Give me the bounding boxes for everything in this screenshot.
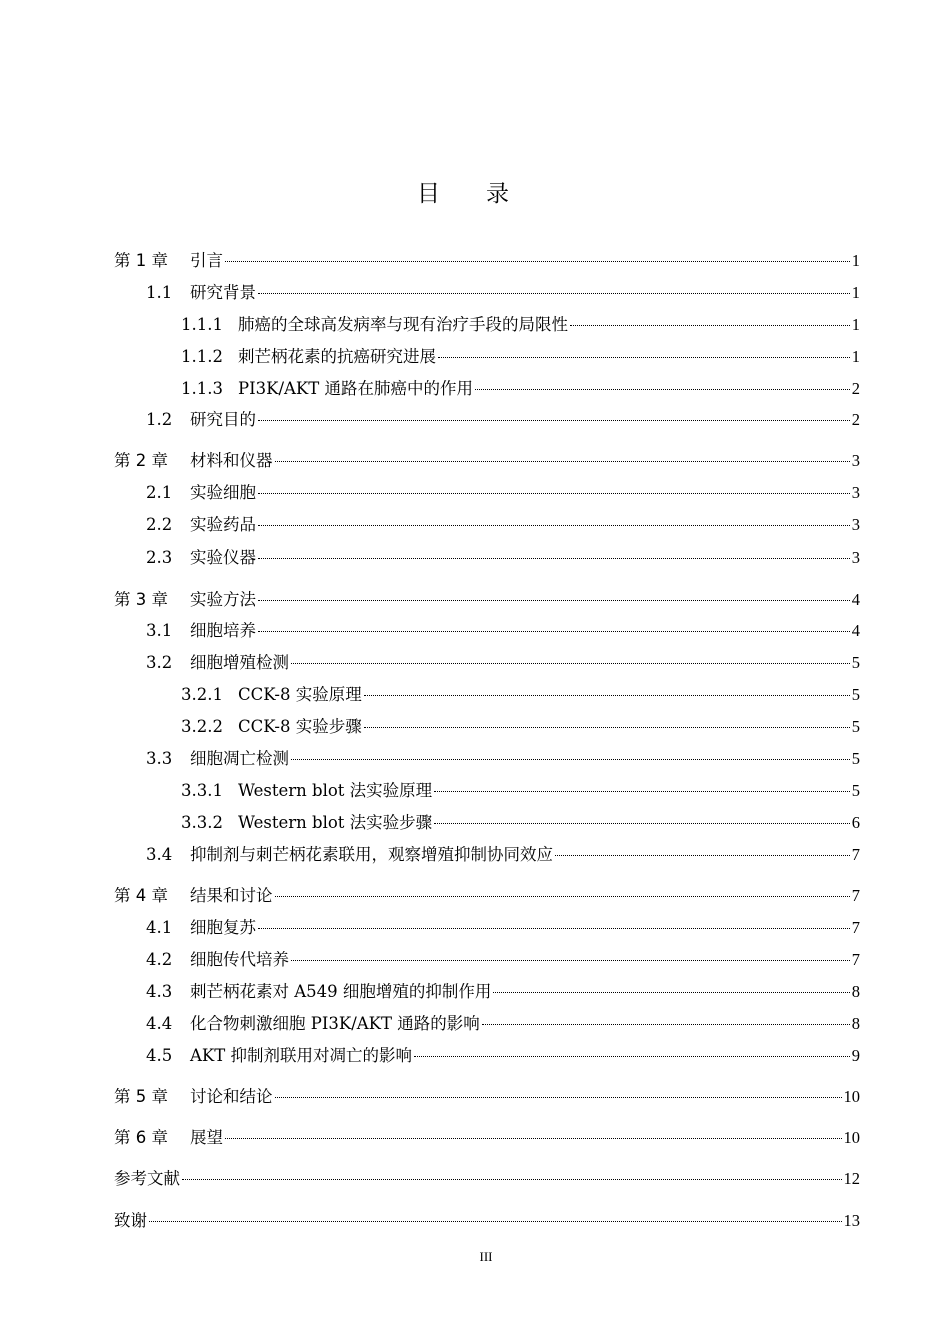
- toc-entry[interactable]: [114, 1125, 860, 1151]
- toc-entry-title: CCK-8 实验步骤: [238, 717, 362, 736]
- toc-entry-page-number: 3: [851, 515, 860, 534]
- toc-entry-title: 刺芒柄花素的抗癌研究进展: [238, 347, 436, 366]
- toc-entry[interactable]: [181, 778, 860, 804]
- toc-entry[interactable]: [146, 1043, 860, 1069]
- toc-entry-page-number: 5: [851, 653, 860, 672]
- toc-entry-page-number: 7: [851, 950, 860, 969]
- toc-entry-page-number: 8: [851, 1014, 860, 1033]
- toc-entry-page-number: 3: [851, 483, 860, 502]
- toc-entry-number: 1.1.2: [181, 347, 223, 366]
- toc-entry[interactable]: [114, 587, 860, 613]
- dot-leader: [258, 525, 850, 526]
- toc-entry-title: 致谢: [114, 1211, 147, 1230]
- toc-entry[interactable]: [114, 1084, 860, 1110]
- toc-entry[interactable]: [114, 248, 860, 274]
- toc-entry-page-number: 13: [843, 1211, 860, 1230]
- toc-entry-number: 4.1: [146, 918, 173, 937]
- toc-entry-title: Western blot 法实验步骤: [238, 813, 433, 832]
- toc-entry-title: 细胞凋亡检测: [190, 749, 289, 768]
- toc-entry-title: 研究背景: [190, 283, 256, 302]
- toc-entry-title: 参考文献: [114, 1169, 180, 1188]
- toc-entry[interactable]: [146, 979, 860, 1005]
- toc-entry-number: 第 6 章: [114, 1128, 168, 1147]
- dot-leader: [258, 420, 850, 421]
- toc-entry[interactable]: [114, 883, 860, 909]
- dot-leader: [570, 325, 850, 326]
- toc-entry-number: 2.3: [146, 548, 173, 567]
- toc-entry-number: 4.4: [146, 1014, 173, 1033]
- dot-leader: [258, 558, 850, 559]
- toc-entry-title: 实验仪器: [190, 548, 256, 567]
- toc-entry-page-number: 9: [851, 1046, 860, 1065]
- toc-entry[interactable]: [114, 1166, 860, 1192]
- toc-entry[interactable]: [146, 842, 860, 868]
- dot-leader: [364, 695, 850, 696]
- toc-entry[interactable]: [146, 618, 860, 644]
- toc-entry-title: Western blot 法实验原理: [238, 781, 433, 800]
- dot-leader: [225, 1138, 842, 1139]
- toc-entry-title: 引言: [190, 251, 223, 270]
- toc-entry-number: 1.1: [146, 283, 173, 302]
- dot-leader: [555, 855, 850, 856]
- toc-entry-page-number: 5: [851, 717, 860, 736]
- dot-leader: [275, 461, 850, 462]
- toc-entry-number: 第 1 章: [114, 251, 168, 270]
- toc-entry-page-number: 8: [851, 982, 860, 1001]
- toc-entry-page-number: 4: [851, 621, 860, 640]
- toc-entry-title: 展望: [190, 1128, 223, 1147]
- toc-entry-number: 2.1: [146, 483, 173, 502]
- dot-leader: [258, 600, 850, 601]
- dot-leader: [475, 389, 850, 390]
- dot-leader: [258, 928, 850, 929]
- dot-leader: [434, 823, 850, 824]
- toc-entry-number: 3.2.2: [181, 717, 223, 736]
- toc-entry-title: 化合物刺激细胞 PI3K/AKT 通路的影响: [190, 1014, 480, 1033]
- toc-entry-number: 3.3.1: [181, 781, 223, 800]
- toc-entry-page-number: 10: [843, 1128, 860, 1147]
- toc-entry[interactable]: [181, 376, 860, 402]
- toc-entry-number: 第 2 章: [114, 451, 168, 470]
- dot-leader: [291, 960, 850, 961]
- toc-entry-number: 4.5: [146, 1046, 173, 1065]
- dot-leader: [493, 992, 849, 993]
- toc-entry-title: 实验方法: [190, 590, 256, 609]
- toc-entry[interactable]: [146, 746, 860, 772]
- toc-entry-number: 3.3: [146, 749, 173, 768]
- toc-entry[interactable]: [146, 545, 860, 571]
- toc-entry-title: 研究目的: [190, 410, 256, 429]
- toc-entry-title: 细胞增殖检测: [190, 653, 289, 672]
- toc-entry-page-number: 1: [851, 347, 860, 366]
- toc-entry[interactable]: [181, 682, 860, 708]
- dot-leader: [275, 896, 850, 897]
- toc-entry-number: 第 4 章: [114, 886, 168, 905]
- toc-entry-title: 刺芒柄花素对 A549 细胞增殖的抑制作用: [190, 982, 492, 1001]
- toc-entry-page-number: 7: [851, 845, 860, 864]
- toc-entry-number: 3.4: [146, 845, 173, 864]
- toc-entry-title: 细胞培养: [190, 621, 256, 640]
- toc-entry-page-number: 1: [851, 251, 860, 270]
- dot-leader: [258, 493, 850, 494]
- toc-entry[interactable]: [181, 810, 860, 836]
- dot-leader: [149, 1221, 842, 1222]
- toc-entry-page-number: 5: [851, 749, 860, 768]
- toc-entry-title: 结果和讨论: [190, 886, 273, 905]
- toc-entry[interactable]: [114, 1208, 860, 1234]
- page-title: 目录: [417, 181, 555, 207]
- toc-entry-title: AKT 抑制剂联用对凋亡的影响: [190, 1046, 412, 1065]
- toc-entry-number: 4.3: [146, 982, 173, 1001]
- toc-entry-number: 3.3.2: [181, 813, 223, 832]
- toc-entry-title: PI3K/AKT 通路在肺癌中的作用: [238, 379, 473, 398]
- dot-leader: [434, 791, 850, 792]
- toc-entry[interactable]: [181, 714, 860, 740]
- toc-entry-number: 2.2: [146, 515, 173, 534]
- toc-entry-number: 4.2: [146, 950, 173, 969]
- toc-entry[interactable]: [181, 312, 860, 338]
- dot-leader: [364, 727, 850, 728]
- toc-entry-title: 实验药品: [190, 515, 256, 534]
- toc-entry-title: 材料和仪器: [190, 451, 273, 470]
- toc-entry-page-number: 2: [851, 379, 860, 398]
- toc-entry-number: 1.1.1: [181, 315, 223, 334]
- dot-leader: [225, 261, 850, 262]
- dot-leader: [414, 1056, 850, 1057]
- dot-leader: [258, 631, 850, 632]
- toc-entry[interactable]: [146, 480, 860, 506]
- toc-entry-number: 3.1: [146, 621, 173, 640]
- toc-entry-page-number: 5: [851, 685, 860, 704]
- toc-entry[interactable]: [114, 448, 860, 474]
- dot-leader: [291, 663, 850, 664]
- footer-page-number: III: [479, 1249, 493, 1264]
- dot-leader: [291, 759, 850, 760]
- toc-entry-number: 第 3 章: [114, 590, 168, 609]
- toc-entry-title: 讨论和结论: [190, 1087, 273, 1106]
- toc-entry[interactable]: [146, 512, 860, 538]
- dot-leader: [482, 1024, 850, 1025]
- toc-entry-page-number: 1: [851, 283, 860, 302]
- toc-entry-page-number: 7: [851, 918, 860, 937]
- toc-entry[interactable]: [181, 344, 860, 370]
- dot-leader: [275, 1097, 842, 1098]
- toc-entry-page-number: 3: [851, 548, 860, 567]
- toc-entry[interactable]: [146, 947, 860, 973]
- toc-entry-page-number: 5: [851, 781, 860, 800]
- toc-entry-page-number: 2: [851, 410, 860, 429]
- toc-entry[interactable]: [146, 280, 860, 306]
- toc-entry-page-number: 4: [851, 590, 860, 609]
- toc-entry-page-number: 3: [851, 451, 860, 470]
- toc-entry-title: 肺癌的全球高发病率与现有治疗手段的局限性: [238, 315, 568, 334]
- toc-entry-page-number: 7: [851, 886, 860, 905]
- dot-leader: [258, 293, 850, 294]
- toc-entry-number: 3.2: [146, 653, 173, 672]
- toc-entry-page-number: 10: [843, 1087, 860, 1106]
- toc-entry-page-number: 6: [851, 813, 860, 832]
- toc-entry-title: 抑制剂与刺芒柄花素联用，观察增殖抑制协同效应: [190, 845, 553, 864]
- toc-entry-title: 细胞传代培养: [190, 950, 289, 969]
- toc-entry-title: 实验细胞: [190, 483, 256, 502]
- toc-entry-page-number: 1: [851, 315, 860, 334]
- toc-entry[interactable]: [146, 1011, 860, 1037]
- toc-entry-number: 1.1.3: [181, 379, 223, 398]
- toc-entry-number: 1.2: [146, 410, 173, 429]
- toc-entry-title: CCK-8 实验原理: [238, 685, 362, 704]
- toc-entry-page-number: 12: [843, 1169, 860, 1188]
- dot-leader: [438, 357, 850, 358]
- toc-entry[interactable]: [146, 407, 860, 433]
- toc-entry-number: 3.2.1: [181, 685, 223, 704]
- dot-leader: [182, 1179, 842, 1180]
- toc-entry[interactable]: [146, 915, 860, 941]
- toc-entry-number: 第 5 章: [114, 1087, 168, 1106]
- toc-entry[interactable]: [146, 650, 860, 676]
- toc-entry-title: 细胞复苏: [190, 918, 256, 937]
